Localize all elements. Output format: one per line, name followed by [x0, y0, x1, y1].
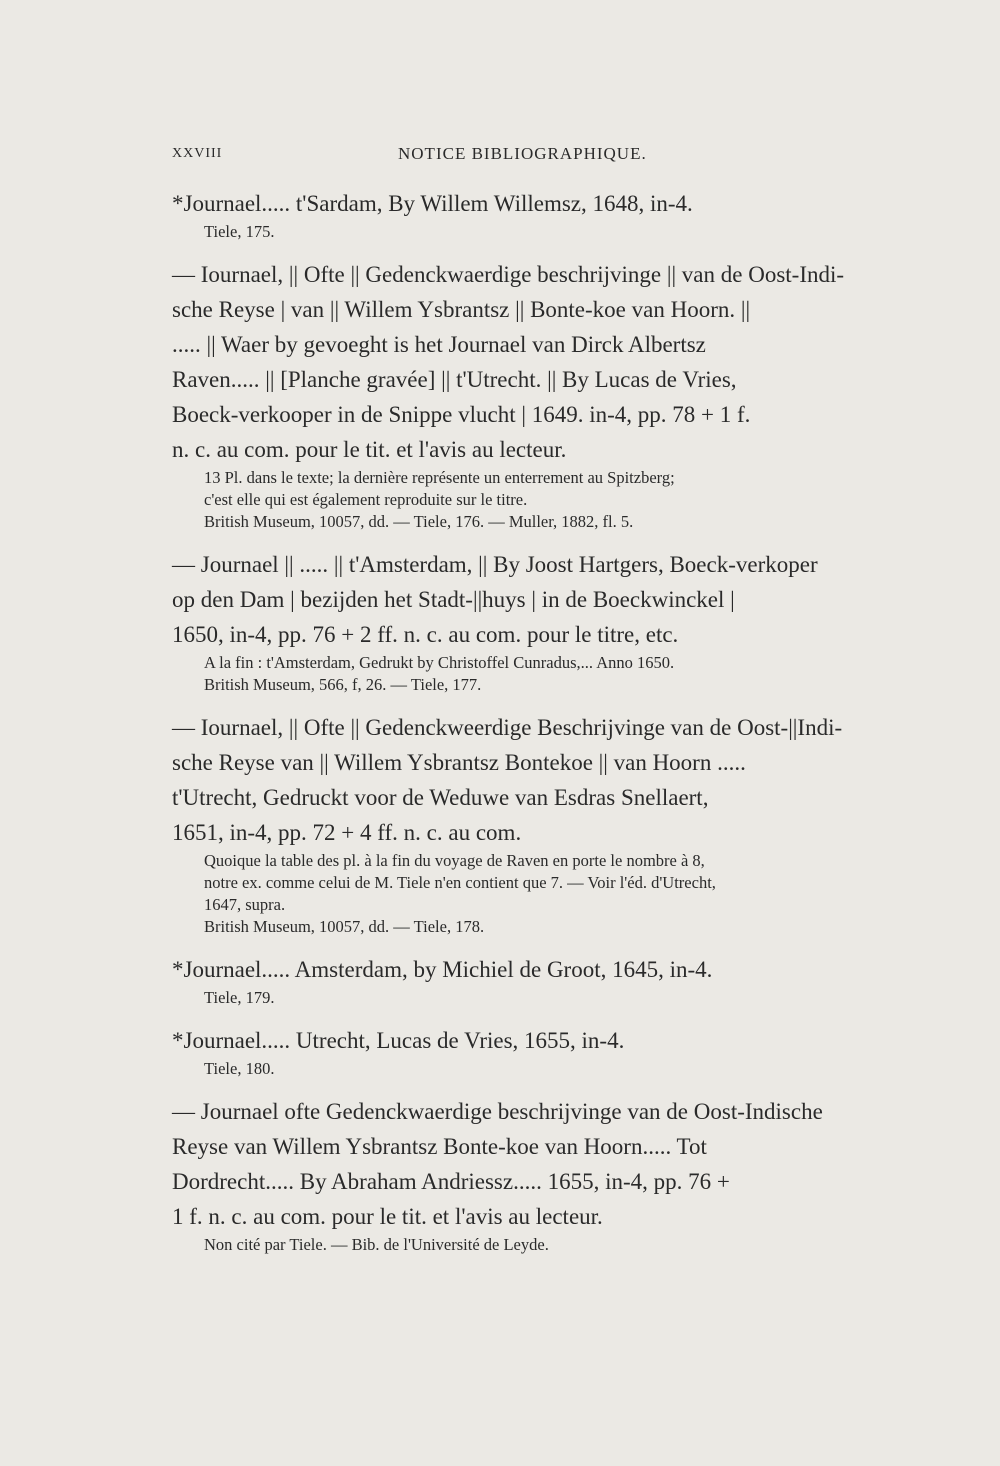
- entry-title-line: Boeck-verkooper in de Snippe vlucht | 1649. in-4, pp. 78 + 1 f.: [172, 402, 751, 427]
- bibliography-entry: [172, 952, 864, 1009]
- entry-note-line: A la fin : t'Amsterdam, Gedrukt by Christoffel Cunradus,... Anno 1650.: [204, 653, 675, 672]
- bibliography-entry: [172, 710, 864, 938]
- running-title: NOTICE BIBLIOGRAPHIQUE.: [398, 144, 647, 163]
- entry-title-line: Reyse van Willem Ysbrantsz Bonte-koe van Hoorn..... Tot: [172, 1134, 707, 1159]
- entry-title: [172, 710, 864, 850]
- entry-note: [172, 987, 864, 1009]
- entry-title-line: op den Dam | bezijden het Stadt-||huys | in de Boeckwinckel |: [172, 587, 735, 612]
- entry-note: [172, 1058, 864, 1080]
- bibliography-entry: [172, 186, 864, 243]
- entry-note-line: Quoique la table des pl. à la fin du voyage de Raven en porte le nombre à 8,: [204, 851, 705, 870]
- entry-title-line: sche Reyse van || Willem Ysbrantsz Bontekoe || van Hoorn .....: [172, 750, 746, 775]
- entry-title-line: Dordrecht..... By Abraham Andriessz..... 1655, in-4, pp. 76 +: [172, 1169, 730, 1194]
- entry-title-line: Raven..... || [Planche gravée] || t'Utrecht. || By Lucas de Vries,: [172, 367, 737, 392]
- page-header: [172, 146, 872, 170]
- entry-title-line: 1651, in-4, pp. 72 + 4 ff. n. c. au com.: [172, 820, 522, 845]
- entry-note-line: 13 Pl. dans le texte; la dernière représente un enterrement au Spitzberg;: [204, 468, 675, 487]
- entry-note: [172, 221, 864, 243]
- entry-title-line: — Iournael, || Ofte || Gedenckwaerdige beschrijvinge || van de Oost-Indi-: [172, 262, 845, 287]
- entry-title-line: — Journael ofte Gedenckwaerdige beschrijvinge van de Oost-Indische: [172, 1099, 823, 1124]
- entry-title-line: n. c. au com. pour le tit. et l'avis au lecteur.: [172, 437, 567, 462]
- bibliography-entry: [172, 1023, 864, 1080]
- entry-title-line: *Journael..... Utrecht, Lucas de Vries, 1655, in-4.: [172, 1028, 625, 1053]
- entry-note: [172, 916, 864, 938]
- entry-note: [172, 467, 864, 511]
- entry-note: [172, 1234, 864, 1256]
- entry-title-line: *Journael..... Amsterdam, by Michiel de Groot, 1645, in-4.: [172, 957, 713, 982]
- entry-note-line: notre ex. comme celui de M. Tiele n'en contient que 7. — Voir l'éd. d'Utrecht,: [204, 873, 716, 892]
- bibliography-entry: [172, 1094, 864, 1256]
- entry-note-line: Tiele, 175.: [204, 222, 275, 241]
- entry-title-line: 1650, in-4, pp. 76 + 2 ff. n. c. au com. pour le titre, etc.: [172, 622, 679, 647]
- entry-note: [172, 511, 864, 533]
- page-number: XXVIII: [172, 146, 223, 161]
- entry-title: [172, 952, 864, 987]
- entry-note-line: Tiele, 179.: [204, 988, 275, 1007]
- entry-title-line: ..... || Waer by gevoeght is het Journael van Dirck Albertsz: [172, 332, 706, 357]
- entry-title: [172, 547, 864, 652]
- bibliography-entry: [172, 257, 864, 533]
- entry-title-line: — Iournael, || Ofte || Gedenckweerdige Beschrijvinge van de Oost-||Indi-: [172, 715, 843, 740]
- entry-title: [172, 1094, 864, 1234]
- bibliography-list: [172, 186, 864, 1270]
- bibliography-entry: [172, 547, 864, 696]
- entry-title: [172, 1023, 864, 1058]
- entry-title: [172, 257, 864, 467]
- entry-title-line: *Journael..... t'Sardam, By Willem Willemsz, 1648, in-4.: [172, 191, 693, 216]
- entry-note: [172, 674, 864, 696]
- entry-note-line: British Museum, 566, f, 26. — Tiele, 177.: [204, 675, 482, 694]
- entry-note: [172, 652, 864, 674]
- entry-title-line: — Journael || ..... || t'Amsterdam, || By Joost Hartgers, Boeck-verkoper: [172, 552, 818, 577]
- entry-note-line: British Museum, 10057, dd. — Tiele, 176. — Muller, 1882, fl. 5.: [204, 512, 634, 531]
- entry-note-line: Non cité par Tiele. — Bib. de l'Université de Leyde.: [204, 1235, 549, 1254]
- entry-note-line: c'est elle qui est également reproduite sur le titre.: [204, 490, 528, 509]
- entry-title-line: 1 f. n. c. au com. pour le tit. et l'avis au lecteur.: [172, 1204, 603, 1229]
- entry-note: [172, 850, 864, 916]
- entry-note-line: British Museum, 10057, dd. — Tiele, 178.: [204, 917, 485, 936]
- entry-title: [172, 186, 864, 221]
- entry-note-line: 1647, supra.: [204, 895, 286, 914]
- entry-title-line: t'Utrecht, Gedruckt voor de Weduwe van Esdras Snellaert,: [172, 785, 709, 810]
- entry-title-line: sche Reyse | van || Willem Ysbrantsz || Bonte-koe van Hoorn. ||: [172, 297, 751, 322]
- entry-note-line: Tiele, 180.: [204, 1059, 275, 1078]
